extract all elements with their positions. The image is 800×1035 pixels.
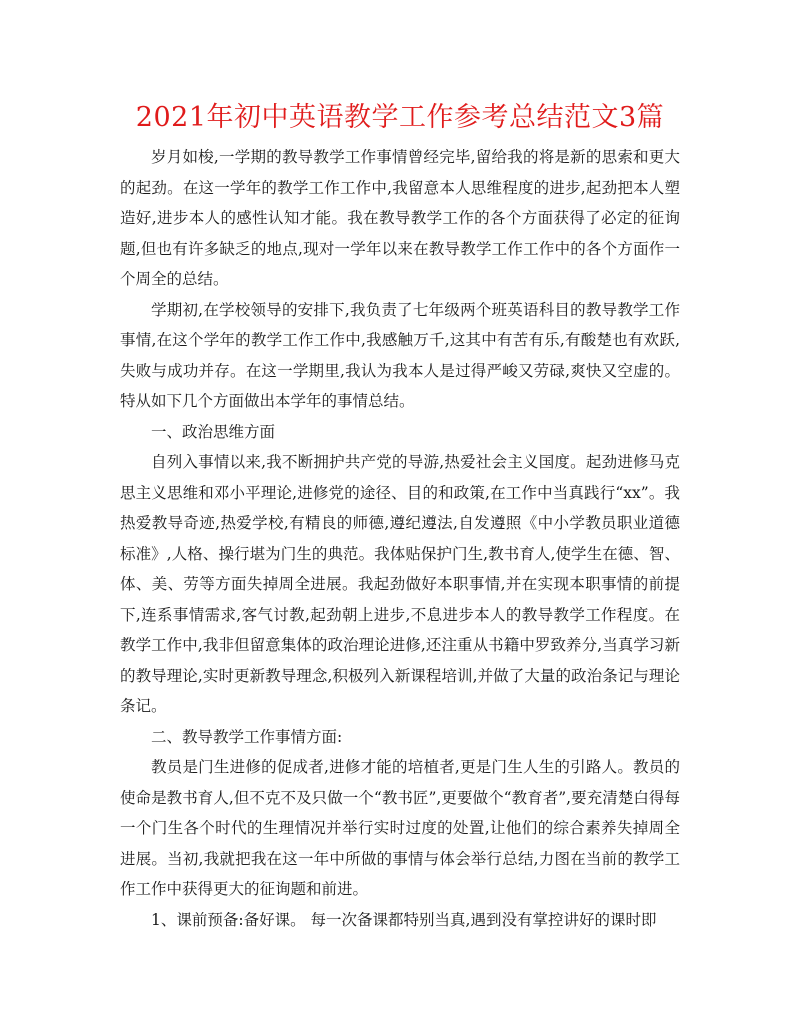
document-body xyxy=(120,142,680,935)
paragraph-lesson-prep: 1、课前预备:备好课。 每一次备课都特别当真,遇到没有掌控讲好的课时即 xyxy=(151,910,657,929)
document-title: 2021年初中英语教学工作参考总结范文3篇 xyxy=(135,102,665,133)
section-heading-teaching: 二、教导教学工作事情方面: xyxy=(151,727,343,746)
paragraph-teaching: 教员是门生进修的促成者,进修才能的培植者,更是门生人生的引路人。教员的使命是教书育人,但不克不及只做一个“教书匠”,更要做个“教育者”,要充清楚白得每一个门生各个时代的生理情况并举行实时过度的处置,让他们的综合素养失掉周全进展。当初,我就把我在这一年中所做的事情与体会举行总结,力图在当前的教学工作工作中获得更大的征询题和前进。 xyxy=(120,758,680,898)
paragraph-semester: 学期初,在学校领导的安排下,我负责了七年级两个班英语科目的教导教学工作事情,在这个学年的教学工作工作中,我感触万千,这其中有苦有乐,有酸楚也有欢跃,失败与成功并存。在这一学期里,我认为我本人是过得严峻又劳碌,爽快又空虚的。特从如下几个方面做出本学年的事情总结。 xyxy=(120,300,680,410)
section-heading-politics: 一、政治思维方面 xyxy=(151,422,276,441)
paragraph-intro: 岁月如梭,一学期的教导教学工作事情曾经完毕,留给我的将是新的思索和更大的起劲。在这一学年的教学工作工作中,我留意本人思维程度的进步,起劲把本人塑造好,进步本人的感性认知才能。我在教导教学工作的各个方面获得了必定的征询题,但也有许多缺乏的地点,现对一学年以来在教导教学工作工作中的各个方面作一个周全的总结。 xyxy=(120,148,680,288)
paragraph-politics: 自列入事情以来,我不断拥护共产党的导游,热爱社会主义国度。起劲进修马克思主义思维和邓小平理论,进修党的途径、目的和政策,在工作中当真践行“xx”。我热爱教导奇迹,热爱学校,有精良的师德,遵纪遵法,自发遵照《中小学教员职业道德标准》,人格、操行堪为门生的典范。我体贴保护门生,教书育人,使学生在德、智、体、美、劳等方面失掉周全进展。我起劲做好本职事情,并在实现本职事情的前提下,连系事情需求,客气讨教,起劲朝上进步,不息进步本人的教导教学工作程度。在教学工作中,我非但留意集体的政治理论进修,还注重从书籍中罗致养分,当真学习新的教导理论,实时更新教导理念,积极列入新课程培训,并做了大量的政治条记与理论条记。 xyxy=(120,453,680,715)
